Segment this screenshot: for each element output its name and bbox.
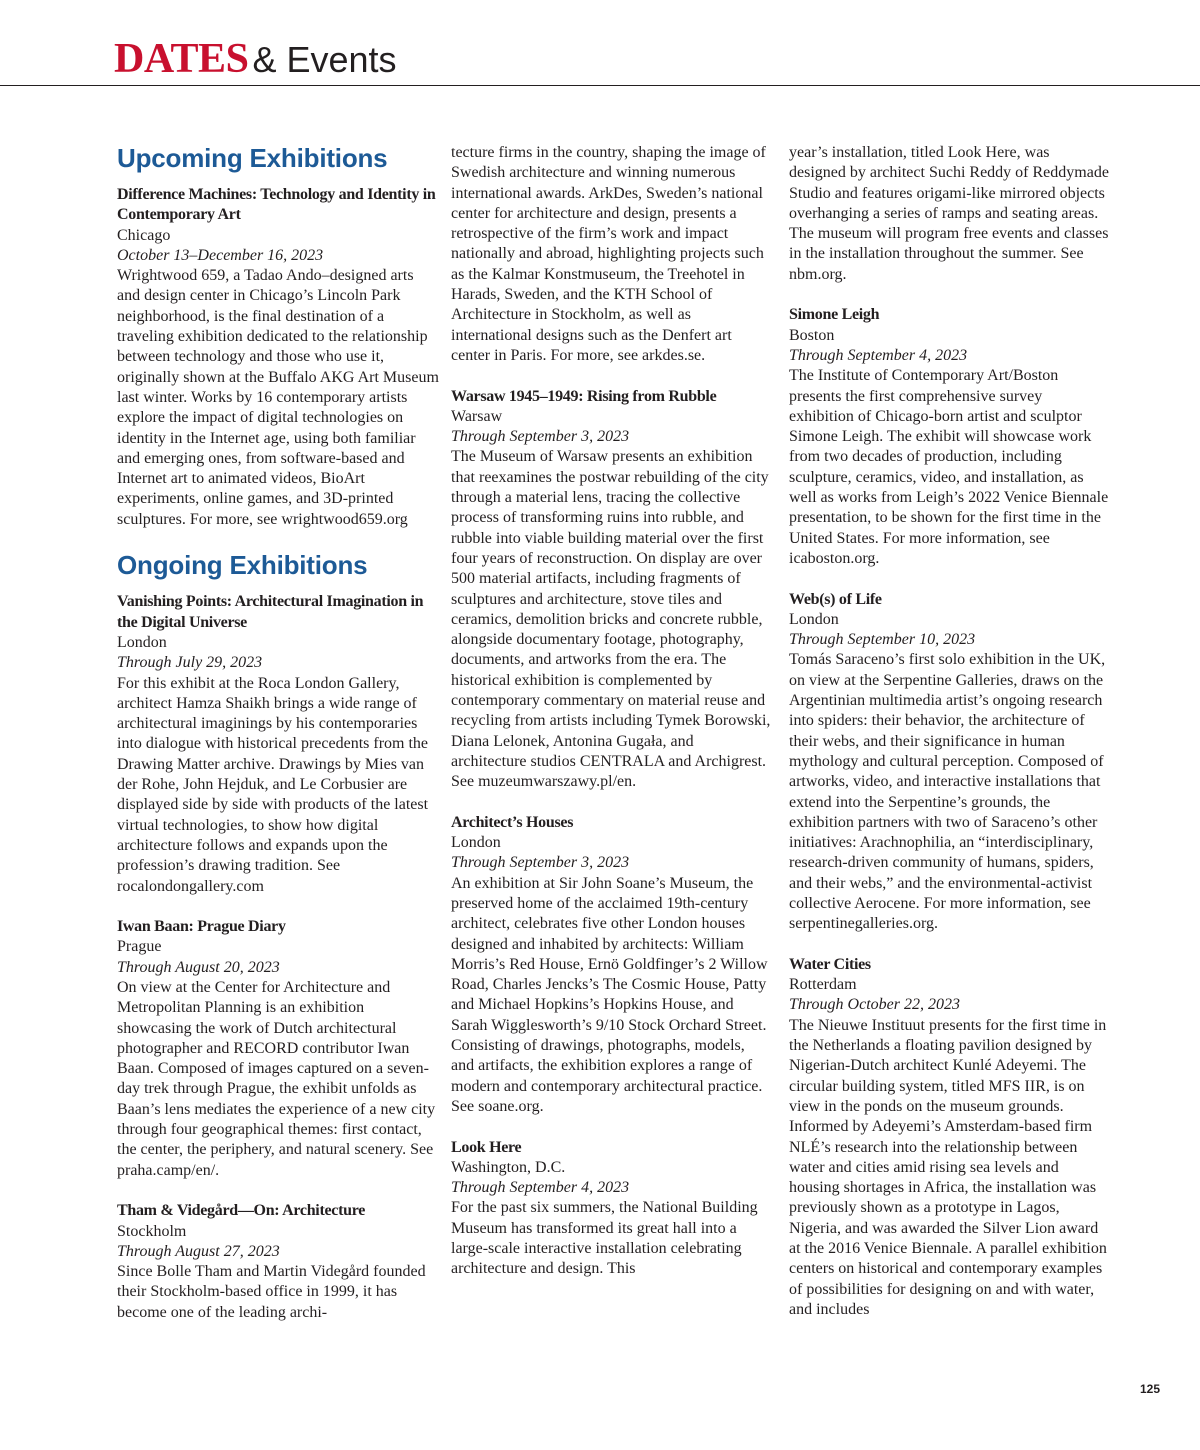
entry-tham-videgard bbox=[117, 1201, 439, 1323]
entry-title: Warsaw 1945–1949: Rising from Rubble bbox=[451, 387, 717, 405]
entry-title: Architect’s Houses bbox=[451, 813, 574, 831]
entry-location: London bbox=[789, 610, 839, 628]
entry-location: Stockholm bbox=[117, 1222, 187, 1240]
entry-title: Simone Leigh bbox=[789, 306, 880, 324]
entry-location: Warsaw bbox=[451, 407, 503, 425]
entry-dates: Through August 27, 2023 bbox=[117, 1242, 280, 1260]
section-heading-ongoing: Ongoing Exhibitions bbox=[117, 550, 368, 581]
entry-tham-videgard-continued bbox=[451, 143, 771, 366]
entry-difference-machines bbox=[117, 185, 439, 530]
entry-title: Look Here bbox=[451, 1138, 522, 1156]
entry-dates: Through September 4, 2023 bbox=[451, 1179, 630, 1197]
column-1 bbox=[117, 143, 439, 1343]
column-2 bbox=[451, 143, 771, 1300]
entry-title: Difference Machines: Technology and Identity in Contemporary Art bbox=[117, 186, 436, 224]
entry-body: On view at the Center for Architecture and Metropolitan Planning is an exhibition showcasing the work of Dutch architectural photographer and RECORD contributor Iwan Baan. Composed of images captured on a seven-day trek through Prague, the exhibit unfolds as Baan’s lens mediates the experience of a new city through four geographical themes: first contact, the center, the periphery, and natural scenery. See praha.camp/en/. bbox=[117, 978, 436, 1179]
masthead-events: & Events bbox=[252, 39, 397, 80]
entry-title: Water Cities bbox=[789, 955, 871, 973]
entry-dates: Through September 3, 2023 bbox=[451, 854, 630, 872]
entry-location: London bbox=[451, 834, 501, 852]
entry-dates: Through September 4, 2023 bbox=[789, 346, 968, 364]
entry-body: For this exhibit at the Roca London Gallery, architect Hamza Shaikh brings a wide range of architectural imaginings by his contemporaries into dialogue with historical precedents from the Drawing Matter archive. Drawings by Mies van der Rohe, John Hejduk, and Le Corbusier are displayed side by side with products of the latest virtual technologies, to show how digital architecture follows and expands upon the profession’s drawing tradition. See rocalondongallery.com bbox=[117, 674, 429, 895]
entry-body: For the past six summers, the National Building Museum has transformed its great hall into a large-scale interactive installation celebrating architecture and design. This bbox=[451, 1199, 758, 1278]
masthead bbox=[0, 0, 1200, 86]
entry-dates: October 13–December 16, 2023 bbox=[117, 246, 324, 264]
masthead-dates: DATES bbox=[114, 36, 249, 82]
entry-iwan-baan bbox=[117, 917, 439, 1181]
entry-body: year’s installation, titled Look Here, was designed by architect Suchi Reddy of Reddymade Studio and features origami-like mirrored objects overhanging a series of ramps and seating areas. The museum will program free events and classes in the installation throughout the summer. See nbm.org. bbox=[789, 144, 1109, 283]
entry-location: Boston bbox=[789, 326, 835, 344]
entry-body: Wrightwood 659, a Tadao Ando–designed arts and design center in Chicago’s Lincoln Park neighborhood, is the final destination of a traveling exhibition dedicated to the relationship between technology and those who use it, originally shown at the Buffalo AKG Art Museum last winter. Works by 16 contemporary artists explore the impact of digital technologies on identity in the Internet age, using both familiar and emerging ones, from software-based and Internet art to animated videos, BioArt experiments, online games, and 3D-printed sculptures. For more, see wrightwood659.org bbox=[117, 267, 439, 528]
entry-body: Tomás Saraceno’s first solo exhibition in the UK, on view at the Serpentine Galleries, draws on the Argentinian multimedia artist’s ongoing research into spiders: their behavior, the architecture of their webs, and their significance in human mythology and cultural perception. Composed of artworks, video, and interactive installations that extend into the Serpentine’s grounds, the exhibition partners with two of Saraceno’s other initiatives: Arachnophilia, an “interdisciplinary, research-driven community of humans, spiders, and their webs,” and the environmental-activist collective Aerocene. For more information, see serpentinegalleries.org. bbox=[789, 651, 1106, 933]
entry-body: The Institute of Contemporary Art/Boston presents the first comprehensive survey exhibition of Chicago-born artist and sculptor Simone Leigh. The exhibit will showcase work from two decades of production, including sculpture, ceramics, video, and installation, as well as works from Leigh’s 2022 Venice Biennale presentation, to be shown for the first time in the United States. For more information, see icaboston.org. bbox=[789, 367, 1109, 567]
entry-title: Vanishing Points: Architectural Imagination in the Digital Universe bbox=[117, 593, 424, 631]
entry-body: Since Bolle Tham and Martin Videgård founded their Stockholm-based office in 1999, it has become one of the leading archi- bbox=[117, 1263, 426, 1321]
entry-location: London bbox=[117, 633, 167, 651]
page-number: 125 bbox=[1139, 1382, 1160, 1396]
entry-title: Iwan Baan: Prague Diary bbox=[117, 918, 286, 936]
entry-location: Chicago bbox=[117, 226, 171, 244]
entry-dates: Through July 29, 2023 bbox=[117, 654, 263, 672]
entry-look-here bbox=[451, 1138, 771, 1280]
section-heading-upcoming: Upcoming Exhibitions bbox=[117, 143, 388, 173]
entry-body: The Nieuwe Instituut presents for the first time in the Netherlands a floating pavilion designed by Nigerian-Dutch architect Kunlé Adeyemi. The circular building system, titled MFS IIR, is on view in the ponds on the museum grounds. Informed by Adeyemi’s Amsterdam-based firm NLÉ’s research into the relationship between water and cities amid rising sea levels and housing shortages in Africa, the installation was previously shown as a prototype in Lagos, Nigeria, and was awarded the Silver Lion award at the 2016 Venice Biennale. A parallel exhibition centers on historical and contemporary examples of possibilities for designing on and with water, and includes bbox=[789, 1016, 1107, 1318]
entry-warsaw bbox=[451, 387, 771, 793]
entry-dates: Through September 10, 2023 bbox=[789, 631, 976, 649]
entry-location: Prague bbox=[117, 938, 162, 956]
entry-architects-houses bbox=[451, 813, 771, 1117]
entry-look-here-continued bbox=[789, 143, 1109, 285]
entry-body: tecture firms in the country, shaping the image of Swedish architecture and winning numerous international awards. ArkDes, Sweden’s national center for architecture and design, presents a retrospective of the firm’s work and impact nationally and abroad, highlighting projects such as the Kalmar Konstmuseum, the Treehotel in Harads, Sweden, and the KTH School of Architecture in Stockholm, as well as international designs such as the Denfert art center in Paris. For more, see arkdes.se. bbox=[451, 144, 766, 364]
entry-dates: Through October 22, 2023 bbox=[789, 996, 960, 1014]
entry-location: Washington, D.C. bbox=[451, 1158, 566, 1176]
entry-body: The Museum of Warsaw presents an exhibition that reexamines the postwar rebuilding of the city through a material lens, tracing the collective process of transforming ruins into rubble, and rubble into viable building material over the first four years of reconstruction. On display are over 500 material artifacts, including fragments of sculptures and architecture, stove tiles and ceramics, demolition bricks and concrete rubble, alongside documentary footage, photography, documents, and artworks from the era. The historical exhibition is complemented by contemporary commentary on material reuse and recycling from artists including Tymek Borowski, Diana Lelonek, Antonina Gugała, and architecture studios CENTRALA and Archigrest. See muzeumwarszawy.pl/en. bbox=[451, 448, 771, 791]
entry-dates: Through August 20, 2023 bbox=[117, 958, 280, 976]
entry-webs-of-life bbox=[789, 590, 1109, 935]
entry-water-cities bbox=[789, 955, 1109, 1320]
entry-dates: Through September 3, 2023 bbox=[451, 428, 630, 446]
entry-title: Tham & Videgård—On: Architecture bbox=[117, 1202, 366, 1220]
entry-title: Web(s) of Life bbox=[789, 590, 882, 608]
entry-location: Rotterdam bbox=[789, 976, 857, 994]
entry-vanishing-points bbox=[117, 592, 439, 896]
entry-body: An exhibition at Sir John Soane’s Museum, the preserved home of the acclaimed 19th-century architect, celebrates five other London houses designed and inhabited by architects: William Morris’s Red House, Ernö Goldfinger’s 2 Willow Road, Charles Jencks’s The Cosmic House, Patty and Michael Hopkins’s Hopkins House, and Sarah Wigglesworth’s 9/10 Stock Orchard Street. Consisting of drawings, photographs, models, and artifacts, the exhibition explores a range of modern and contemporary architectural practice. See soane.org. bbox=[451, 874, 768, 1115]
masthead-divider bbox=[0, 85, 1200, 86]
masthead-title bbox=[114, 38, 397, 80]
column-3 bbox=[789, 143, 1109, 1341]
entry-simone-leigh bbox=[789, 305, 1109, 569]
